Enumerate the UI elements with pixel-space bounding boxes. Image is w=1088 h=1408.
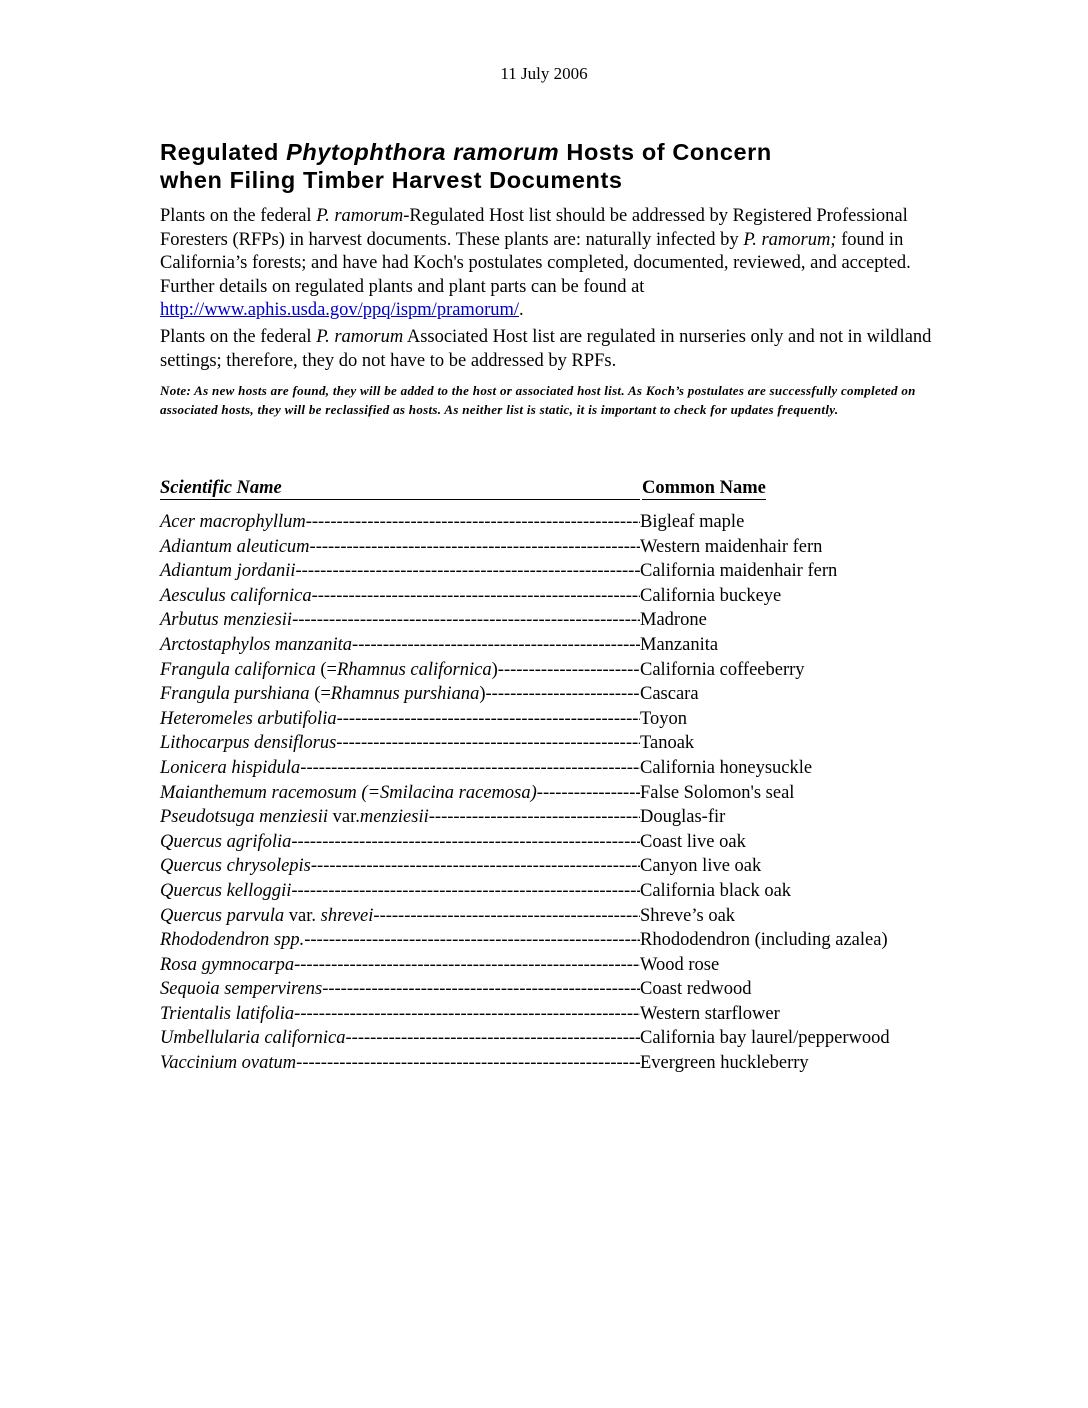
scientific-name [160, 608, 292, 633]
scientific-name-part: Trientalis latifolia [160, 1003, 295, 1024]
scientific-name-part: Umbellularia californica [160, 1028, 346, 1049]
common-name: Wood rose [640, 954, 720, 975]
dash-leader [429, 805, 640, 830]
scientific-name [160, 904, 373, 929]
host-row [160, 658, 950, 683]
host-row [160, 535, 950, 560]
aphis-link[interactable]: http://www.aphis.usda.gov/ppq/ispm/pramorum/ [160, 300, 520, 320]
host-row [160, 682, 950, 707]
dash-leader [306, 510, 640, 535]
header-common-name: Common Name [642, 478, 766, 498]
scientific-name-part: (= [309, 684, 331, 705]
scientific-name [160, 756, 300, 781]
scientific-name [160, 559, 296, 584]
host-row [160, 559, 950, 584]
text-run: Associated Host list are regulated in nurseries only and not in wildland settings; therefore, they do not have to be addressed by RPFs. [160, 327, 932, 371]
scientific-name-part: menziesii [359, 807, 429, 828]
scientific-name-part: var. [284, 905, 321, 926]
host-row [160, 510, 950, 535]
scientific-name-part: Frangula purshiana [160, 684, 310, 705]
scientific-name-part: Rhamnus californica [336, 659, 492, 680]
scientific-name-part: Quercus parvula [160, 905, 285, 926]
scientific-name [160, 953, 294, 978]
scientific-name [160, 879, 291, 904]
header-scientific-name: Scientific Name [160, 477, 640, 500]
scientific-name-part: shrevei [320, 905, 374, 926]
scientific-name [160, 731, 336, 756]
host-row [160, 1002, 950, 1027]
scientific-name-part: Quercus agrifolia [160, 831, 292, 852]
dash-leader [336, 731, 640, 756]
common-name: California buckeye [640, 585, 782, 606]
title-part: Hosts of Concern [559, 139, 772, 165]
common-name: Coast live oak [640, 831, 746, 852]
dash-leader [304, 928, 640, 953]
scientific-name-part: Arctostaphylos manzanita [160, 634, 353, 655]
scientific-name [160, 633, 352, 658]
dash-leader [537, 781, 640, 806]
dash-leader [294, 1002, 640, 1027]
scientific-name [160, 1002, 294, 1027]
common-name: California honeysuckle [640, 757, 813, 778]
dash-leader [311, 854, 640, 879]
host-row [160, 731, 950, 756]
scientific-name-part: var. [328, 807, 360, 828]
dash-leader [300, 756, 640, 781]
common-name: Shreve’s oak [640, 905, 736, 926]
dash-leader [296, 559, 641, 584]
dash-leader [337, 707, 640, 732]
scientific-name-part: Quercus kelloggii [160, 880, 292, 901]
scientific-name-part: Acer macrophyllum [160, 512, 306, 532]
common-name: False Solomon's seal [640, 782, 795, 803]
dash-leader [486, 682, 641, 707]
dash-leader [322, 977, 640, 1002]
dash-leader [498, 658, 640, 683]
scientific-name [160, 535, 310, 560]
scientific-name-part: Sequoia sempervirens [160, 979, 323, 1000]
title-species: Phytophthora ramorum [286, 139, 560, 165]
common-name: Madrone [640, 610, 707, 631]
common-name: Douglas-fir [640, 807, 726, 828]
species-name: P. ramorum; [743, 229, 837, 250]
common-name: California bay laurel/pepperwood [640, 1028, 890, 1049]
host-row [160, 1051, 950, 1076]
scientific-name [160, 854, 311, 879]
text-run: Plants on the federal [160, 206, 317, 226]
common-name: Tanoak [640, 733, 695, 754]
dash-leader [296, 1051, 640, 1076]
dash-leader [312, 584, 640, 609]
dash-leader [352, 633, 640, 658]
text-run: -Regulated Host list should be addressed by Registered Professional Foresters (RFPs) in harvest documents. These plants are: naturally infected by [160, 206, 908, 250]
common-name: Rhododendron (including azalea) [640, 930, 888, 951]
dash-leader [291, 879, 640, 904]
scientific-name [160, 928, 304, 953]
scientific-name [160, 1026, 346, 1051]
text-run: Plants on the federal [160, 327, 317, 347]
document-date: 11 July 2006 [500, 64, 588, 83]
scientific-name [160, 510, 306, 535]
scientific-name [160, 707, 337, 732]
text-run: . [519, 300, 524, 320]
host-row [160, 707, 950, 732]
scientific-name-part: (= [315, 659, 337, 680]
host-row [160, 928, 950, 953]
common-name: Evergreen huckleberry [640, 1053, 809, 1074]
dash-leader [373, 904, 640, 929]
title-part: Regulated [160, 139, 287, 165]
associated-host-paragraph [160, 326, 940, 373]
host-row [160, 830, 950, 855]
common-name: Bigleaf maple [640, 512, 745, 532]
scientific-name-part: Pseudotsuga menziesii [160, 807, 329, 828]
table-header [160, 477, 950, 501]
common-name: Cascara [640, 684, 699, 705]
note-paragraph: Note: As new hosts are found, they will be added to the host or associated host list. As Koch’s postulates are successfully completed on associated hosts, they will be reclassified as hosts. As neither list is static, it is important to check for updates frequently. [160, 383, 916, 417]
host-row [160, 584, 950, 609]
text-run: found in California’s forests; and have had Koch's postulates completed, documented, reviewed, and accepted. Further details on regulated plants and plant parts can be found at [160, 229, 911, 297]
common-name: Coast redwood [640, 979, 752, 1000]
title-line2: when Filing Timber Harvest Documents [160, 167, 623, 193]
host-row [160, 805, 950, 830]
scientific-name [160, 830, 291, 855]
scientific-name-part: Heteromeles arbutifolia [160, 708, 337, 729]
common-name: Western starflower [640, 1003, 780, 1024]
dash-leader [310, 535, 640, 560]
scientific-name [160, 584, 312, 609]
common-name: Western maidenhair fern [640, 536, 823, 557]
scientific-name [160, 781, 537, 806]
dash-leader [291, 830, 640, 855]
scientific-name-part: Vaccinium ovatum [160, 1053, 297, 1074]
scientific-name [160, 1051, 296, 1076]
scientific-name-part: Lithocarpus densiflorus [160, 733, 337, 754]
species-name: P. ramorum [316, 206, 404, 226]
scientific-name [160, 658, 498, 683]
common-name: Manzanita [640, 634, 719, 655]
host-row [160, 1026, 950, 1051]
scientific-name-part: Arbutus menziesii [160, 610, 293, 631]
host-list [160, 510, 950, 1076]
scientific-name-part: Lonicera hispidula [160, 757, 301, 778]
scientific-name-part: Rhamnus purshiana [330, 684, 480, 705]
host-row [160, 879, 950, 904]
common-name: California maidenhair fern [640, 561, 838, 582]
scientific-name [160, 805, 429, 830]
scientific-name-part: Maianthemum racemosum (=Smilacina racemosa) [160, 782, 537, 803]
scientific-name-part: Quercus chrysolepis [160, 856, 311, 877]
intro-paragraph [160, 205, 940, 323]
scientific-name-part: Frangula californica [160, 659, 316, 680]
host-row [160, 904, 950, 929]
common-name: Canyon live oak [640, 856, 762, 877]
host-row [160, 633, 950, 658]
scientific-name [160, 682, 486, 707]
common-name: California coffeeberry [640, 659, 805, 680]
scientific-name-part: ) [491, 659, 498, 680]
scientific-name-part: Rhododendron spp. [160, 930, 305, 951]
host-row [160, 977, 950, 1002]
common-name: California black oak [640, 880, 792, 901]
common-name: Toyon [640, 708, 688, 729]
dash-leader [346, 1026, 641, 1051]
dash-leader [292, 608, 640, 633]
scientific-name-part: Rosa gymnocarpa [160, 954, 295, 975]
scientific-name-part: Adiantum jordanii [160, 561, 296, 582]
scientific-name-part: ) [479, 684, 486, 705]
species-name: P. ramorum [316, 327, 404, 347]
scientific-name-part: Aesculus californica [160, 585, 312, 606]
document-title [160, 138, 940, 194]
host-row [160, 756, 950, 781]
scientific-name-part: Adiantum aleuticum [160, 536, 310, 557]
host-row [160, 781, 950, 806]
scientific-name [160, 977, 322, 1002]
host-row [160, 854, 950, 879]
dash-leader [294, 953, 640, 978]
host-row [160, 953, 950, 978]
host-row [160, 608, 950, 633]
